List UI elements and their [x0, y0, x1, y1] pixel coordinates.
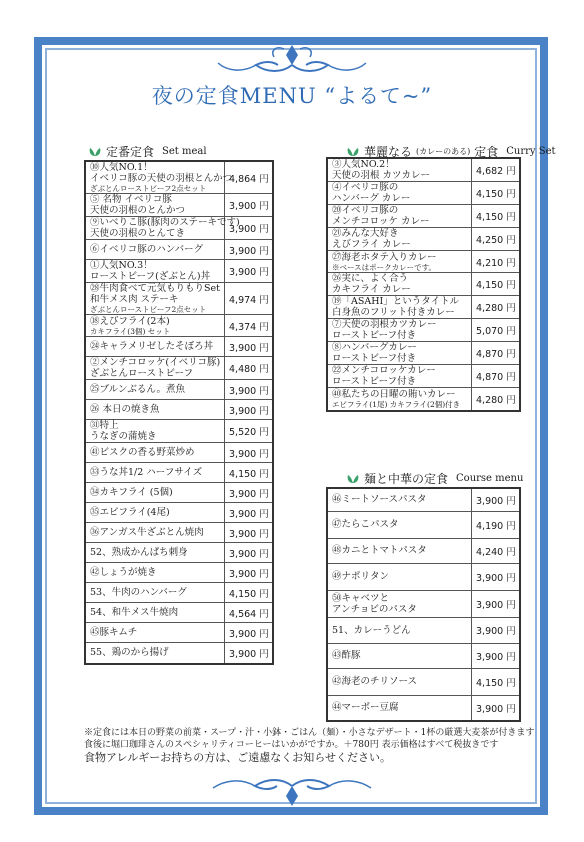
dish-price: 4,870 円 [472, 365, 521, 388]
menu-row [85, 217, 273, 240]
dish-name [327, 182, 472, 205]
set-meal-table [84, 160, 274, 665]
menu-row [85, 543, 273, 563]
dish-price: 3,900 円 [225, 443, 274, 463]
set-meal-heading [88, 143, 207, 160]
dish-name-line: ⑧ハンバーグカレー [332, 342, 417, 353]
menu-row [327, 228, 520, 251]
dish-name [85, 503, 225, 523]
dish-name-line: 54、和牛メス牛焼肉 [90, 607, 179, 618]
menu-row [327, 158, 520, 182]
menu-row [327, 182, 520, 205]
dish-price: 3,900 円 [225, 543, 274, 563]
dish-name-line: ローストビーフ付き [332, 330, 417, 341]
dish-name [85, 194, 225, 217]
dish-name-line: ㊼たらこパスタ [332, 519, 399, 530]
menu-title: 夜の定食MENU “よるて~” [151, 84, 433, 108]
menu-row [85, 357, 273, 380]
menu-row [85, 260, 273, 283]
dish-name [85, 523, 225, 543]
dish-price: 3,900 円 [472, 617, 521, 643]
dish-price: 3,900 円 [225, 623, 274, 643]
dish-name-line: ⑱えびフライ(2本) [90, 315, 170, 327]
dish-price: 4,480 円 [225, 357, 274, 380]
dish-name [327, 365, 472, 388]
dish-name-line: ざぶとんローストビーフ2点セット [90, 184, 207, 193]
menu-row [85, 283, 273, 315]
dish-name-line: ※ベースはポークカレーです。 [332, 262, 437, 272]
curry-set-table [326, 157, 521, 412]
dish-price: 3,900 円 [225, 337, 274, 357]
dish-price: 3,900 円 [225, 260, 274, 283]
dish-name [327, 643, 472, 668]
dish-name [85, 643, 225, 664]
dish-name-line: ㊽カニとトマトパスタ [332, 545, 427, 556]
menu-row [327, 668, 520, 695]
dish-name-line: ⑳イベリコ豚の [332, 205, 399, 216]
bottom-ornament-icon [0, 776, 584, 812]
menu-row [85, 483, 273, 503]
menu-row [327, 319, 520, 342]
menu-row [85, 161, 273, 194]
dish-name-line: ㉝うな丼1/2 ハーフサイズ [90, 467, 203, 478]
dish-name-line: えびフライ カレー [332, 239, 411, 250]
menu-row [85, 523, 273, 543]
menu-row [327, 251, 520, 273]
dish-name-line: ㊵私たちの日曜の賄いカレー [332, 388, 456, 400]
dish-name [85, 623, 225, 643]
dish-price: 4,280 円 [472, 296, 521, 319]
dish-name-line: アンチョビのパスタ [332, 603, 417, 615]
dish-name [85, 357, 225, 380]
dish-name [327, 342, 472, 365]
dish-name [327, 205, 472, 228]
dish-name-line: 53、牛肉のハンバーグ [90, 587, 187, 598]
dish-name [327, 251, 472, 273]
dish-name [327, 273, 472, 296]
dish-name-line: ⑦天使の羽根カツカレー [332, 319, 437, 330]
dish-price: 3,900 円 [472, 590, 521, 617]
dish-price: 3,900 円 [472, 563, 521, 590]
menu-row [327, 643, 520, 668]
dish-name-line: ㉗海老ホタテ入りカレー [332, 251, 437, 263]
menu-row [327, 205, 520, 228]
dish-name-line: カキフライ カレー [332, 284, 411, 295]
dish-name-line: ㉛特上 [90, 420, 119, 431]
menu-row [327, 488, 520, 511]
curry-set-title-en: Curry Set [506, 146, 556, 157]
dish-price: 4,974 円 [225, 283, 274, 315]
dish-price: 4,210 円 [472, 251, 521, 273]
dish-name-line: ㉔キャラメリゼしたそぼろ丼 [90, 341, 214, 352]
dish-name [85, 240, 225, 260]
footer-note-included: ※定食には本日の野菜の前菜・スープ・汁・小鉢・ごはん（麺）・小さなデザート・1杯の厳選大麦茶が付きます [84, 728, 535, 738]
dish-name [85, 260, 225, 283]
dish-name-line: ⑨いべりこ豚(豚肉のステーキです) [90, 217, 240, 228]
menu-row [327, 273, 520, 296]
dish-name-line: ローストビーフ付き [332, 376, 417, 387]
dish-name-line: 天使の羽根のとんてき [90, 228, 186, 239]
menu-row [327, 365, 520, 388]
menu-row [327, 590, 520, 617]
dish-name-line: エビフライ(1尾) カキフライ(2個)付き [332, 399, 461, 409]
dish-name-line: ㊱アンガス牛ざぶとん焼肉 [90, 527, 204, 538]
dish-name [327, 511, 472, 538]
dish-name-line: 52、熟成かんぱち刺身 [90, 547, 188, 558]
dish-name [85, 400, 225, 420]
dish-price: 4,150 円 [472, 273, 521, 296]
dish-name-line: ㊾ナポリタン [332, 571, 390, 582]
curry-set-title-end: 定食 [474, 145, 499, 159]
dish-name [327, 668, 472, 695]
course-menu-title: 麺と中華の定食 [364, 472, 449, 486]
menu-row [327, 342, 520, 365]
dish-price: 4,240 円 [472, 538, 521, 563]
dish-price: 4,150 円 [472, 668, 521, 695]
dish-name [85, 603, 225, 623]
dish-price: 3,900 円 [225, 643, 274, 664]
dish-name [85, 337, 225, 357]
dish-price: 3,900 円 [225, 523, 274, 543]
dish-price: 4,190 円 [472, 511, 521, 538]
dish-name-line: ハンバーグ カレー [332, 193, 411, 204]
dish-name [327, 590, 472, 617]
menu-row [85, 503, 273, 523]
menu-row [327, 563, 520, 590]
dish-name-line: 天使の羽根のとんかつ [90, 205, 186, 216]
dish-price: 4,280 円 [472, 388, 521, 411]
menu-row [85, 563, 273, 583]
dish-name-line: ㊹マーボー豆腐 [332, 702, 399, 714]
menu-row [327, 388, 520, 411]
dish-price: 3,900 円 [225, 240, 274, 260]
dish-name-line: ㊸酢豚 [332, 650, 361, 661]
dish-name [85, 217, 240, 240]
dish-price: 3,900 円 [225, 194, 274, 217]
dish-name-line: ②メンチコロッケ(イベリコ豚) [90, 357, 221, 368]
dish-name [327, 538, 472, 563]
dish-name-line: ⑩人気NO.1！ [90, 162, 153, 173]
dish-price: 4,870 円 [472, 342, 521, 365]
dish-name-line: ⑲「ASAHI」というタイトル [332, 296, 460, 307]
dish-name-line: カキフライ(3個) セット [90, 326, 171, 336]
dish-name-line: ざぶとんローストビーフ2点セット [90, 305, 207, 314]
dish-name-line: 天使の羽根 カツカレー [332, 170, 431, 181]
dish-name-line: 55、鶏のから揚げ [90, 647, 169, 659]
dish-name-line: ③人気NO.2！ [332, 159, 395, 170]
dish-name-line: ㊿キャベツと [332, 592, 390, 604]
dish-name [85, 283, 225, 315]
set-meal-title: 定番定食 [106, 145, 155, 159]
dish-name-line: 白身魚のフリット付きカレー [332, 307, 455, 318]
dish-price: 3,900 円 [472, 488, 521, 511]
dish-name-line: ㉑みんな大好き [332, 228, 399, 239]
dish-name-line: 51、カレーうどん [332, 624, 411, 636]
dish-name-line: ㊶ビスクの香る野菜炒め [90, 447, 195, 458]
dish-name [327, 563, 472, 590]
dish-name [85, 161, 233, 194]
dish-name [85, 443, 225, 463]
leaf-icon [346, 474, 360, 484]
dish-name-line: ローストビーフ付き [332, 353, 417, 364]
dish-name-line: ローストビーフ(ざぶとん)丼 [90, 271, 211, 282]
dish-price: 4,864 円 [225, 161, 274, 194]
menu-row [85, 194, 273, 217]
dish-name-line: ⑥イベリコ豚のハンバーグ [90, 244, 204, 255]
menu-row [85, 337, 273, 357]
menu-row [85, 420, 273, 443]
menu-row [85, 583, 273, 603]
menu-row [85, 380, 273, 400]
dish-price: 3,900 円 [225, 483, 274, 503]
footer-note-allergy: 食物アレルギーお持ちの方は、ご遠慮なくお知らせください。 [84, 751, 391, 764]
dish-price: 3,900 円 [225, 380, 274, 400]
dish-name [85, 420, 225, 443]
dish-name-line: ㉘牛肉食べて元気もりもりSet [90, 283, 220, 294]
menu-row [85, 463, 273, 483]
set-meal-title-en: Set meal [162, 146, 207, 157]
dish-name [327, 488, 472, 511]
menu-row [327, 511, 520, 538]
dish-price: 3,900 円 [225, 400, 274, 420]
dish-name-line: ㊻ミートソースパスタ [332, 494, 427, 506]
dish-name [327, 158, 472, 182]
course-menu-title-en: Course menu [456, 473, 524, 484]
curry-set-title-sub: (カレーのある) [416, 147, 471, 156]
menu-row [327, 695, 520, 721]
dish-name-line: ⑤ 名物 イベリコ豚 [90, 194, 172, 205]
menu-row [327, 538, 520, 563]
dish-name [85, 380, 225, 400]
dish-name [327, 388, 472, 411]
leaf-icon [88, 147, 102, 157]
dish-price: 4,374 円 [225, 315, 274, 337]
dish-name [85, 315, 225, 337]
footer-note-coffee: 食後に堀口珈琲さんのスペシャリティコーヒーはいかがですか。＋780円 表示価格はすべて税抜きです [84, 740, 499, 750]
dish-name [327, 617, 472, 643]
dish-name-line: うなぎの蒲焼き [90, 431, 157, 442]
menu-row [85, 240, 273, 260]
dish-price: 4,150 円 [472, 205, 521, 228]
dish-price: 3,900 円 [472, 695, 521, 721]
dish-name-line: ㊷しょうが焼き [90, 567, 157, 578]
dish-name-line: ㊺豚キムチ [90, 627, 138, 638]
dish-name [327, 296, 472, 319]
dish-price: 5,520 円 [225, 420, 274, 443]
top-ornament-icon [0, 43, 584, 81]
dish-name [85, 543, 225, 563]
dish-name-line: ①人気NO.3！ [90, 260, 153, 271]
dish-name [85, 463, 225, 483]
dish-price: 4,150 円 [225, 463, 274, 483]
curry-set-title: 華麗なる [364, 145, 413, 159]
dish-name-line: ㉖ 本日の焼き魚 [90, 404, 160, 415]
dish-name-line: ㉖実に、よく合う [332, 273, 409, 284]
dish-price: 3,900 円 [225, 503, 274, 523]
dish-price: 4,150 円 [472, 182, 521, 205]
menu-row [85, 443, 273, 463]
dish-price: 3,900 円 [225, 217, 274, 240]
menu-row [85, 603, 273, 623]
dish-price: 4,682 円 [472, 158, 521, 182]
dish-name [85, 483, 225, 503]
course-menu-table [326, 487, 521, 722]
dish-name-line: ㉟エビフライ(4尾) [90, 507, 170, 518]
dish-price: 4,250 円 [472, 228, 521, 251]
dish-name-line: ④イベリコ豚の [332, 182, 399, 193]
dish-name [85, 563, 225, 583]
menu-row [85, 400, 273, 420]
dish-price: 3,900 円 [472, 643, 521, 668]
menu-row [85, 623, 273, 643]
dish-price: 4,564 円 [225, 603, 274, 623]
dish-name-line: メンチコロッケ カレー [332, 216, 430, 227]
dish-name-line: ざぶとんローストビーフ [90, 368, 194, 379]
dish-price: 3,900 円 [225, 563, 274, 583]
dish-name-line: ㉕ブルンぶるん。煮魚 [90, 384, 185, 395]
leaf-icon [346, 147, 360, 157]
dish-name-line: 和牛メス肉 ステーキ [90, 294, 179, 305]
menu-row [327, 296, 520, 319]
dish-name [327, 695, 472, 721]
dish-name-line: ㊷海老のチリソース [332, 676, 418, 687]
dish-price: 5,070 円 [472, 319, 521, 342]
dish-name-line: イベリコ豚の天使の羽根とんかつ [90, 173, 233, 184]
dish-name-line: ㉞カキフライ (5個) [90, 487, 173, 498]
menu-row [85, 315, 273, 337]
course-menu-heading [346, 470, 523, 487]
footer-notes [84, 727, 535, 765]
menu-row [85, 643, 273, 664]
dish-name-line: ㉒メンチコロッケカレー [332, 365, 436, 376]
menu-row [327, 617, 520, 643]
dish-name [327, 228, 472, 251]
dish-name [85, 583, 225, 603]
dish-name [327, 319, 472, 342]
dish-price: 4,150 円 [225, 583, 274, 603]
